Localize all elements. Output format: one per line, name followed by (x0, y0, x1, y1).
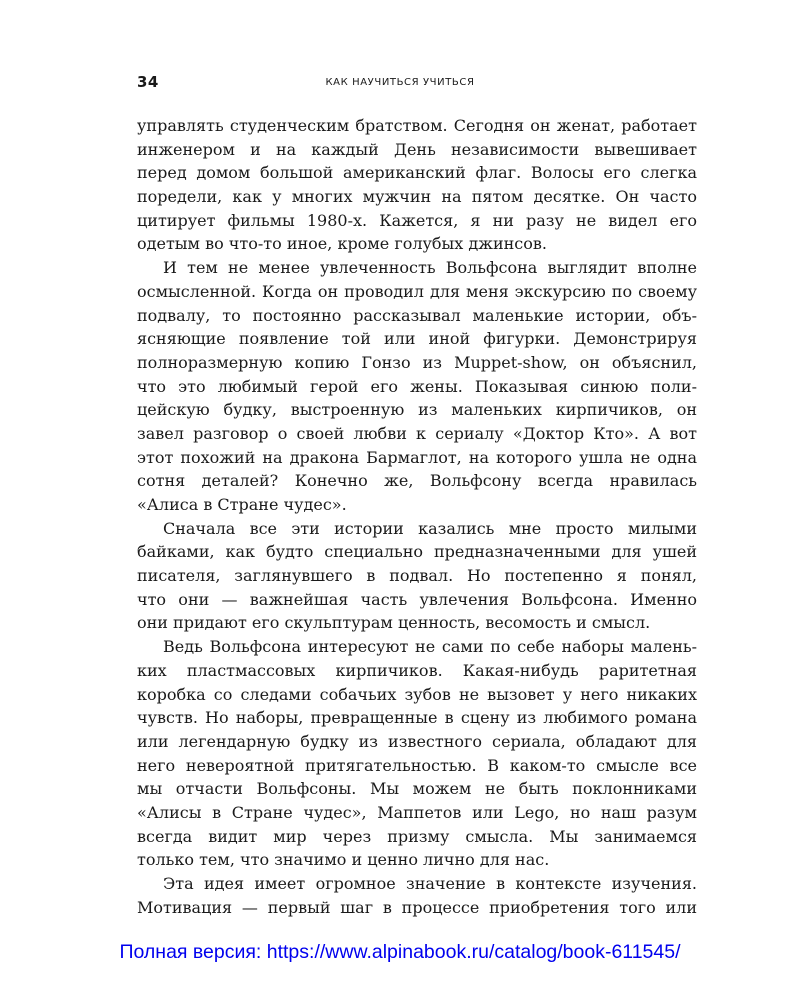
text-line: что это любимый герой его жены. Показывая синюю поли- (137, 376, 697, 396)
text-line: цейскую будку, выстроенную из маленьких кирпичиков, он (137, 400, 697, 420)
text-line: инженером и на каждый День независимости вывешивает (137, 139, 697, 159)
text-line: сотня деталей? Конечно же, Вольфсону всегда нравилась (137, 471, 697, 491)
text-line: этот похожий на дракона Бармаглот, на которого ушла не одна (137, 447, 697, 467)
text-line: цитирует фильмы 1980-х. Кажется, я ни разу не видел его (137, 210, 697, 230)
text-line: Ведь Вольфсона интересуют не сами по себе наборы малень- (163, 637, 697, 657)
text-line: байками, как будто специально предназначенными для ушей (137, 542, 697, 562)
text-line: ких пластмассовых кирпичиков. Какая-нибудь раритетная (137, 660, 697, 680)
text-line: всегда видит мир через призму смысла. Мы занимаемся (137, 826, 697, 846)
text-line: одетым во что-то иное, кроме голубых джинсов. (137, 234, 547, 254)
text-line: «Алисы в Стране чудес», Маппетов или Lego, но наш разум (137, 802, 697, 822)
text-line: или легендарную будку из известного сериала, обладают для (137, 731, 697, 751)
body-text (137, 114, 697, 919)
page-number: 34 (137, 73, 159, 91)
text-line: завел разговор о своей любви к сериалу «Доктор Кто». А вот (137, 423, 697, 443)
text-line: управлять студенческим братством. Сегодня он женат, работает (137, 116, 697, 135)
full-version-link[interactable]: Полная версия: https://www.alpinabook.ru/catalog/book-611545/ (119, 941, 681, 963)
text-line: Мотивация — первый шаг в процессе приобретения того или (137, 897, 697, 917)
text-line: Сначала все эти истории казались мне просто милыми (163, 518, 697, 538)
text-line: поредели, как у многих мужчин на пятом десятке. Он часто (137, 187, 697, 207)
text-line: писателя, заглянувшего в подвал. Но постепенно я понял, (137, 566, 697, 586)
text-line: него невероятной притягательностью. В каком-то смысле все (137, 755, 697, 775)
text-line: полноразмерную копию Гонзо из Muppet-show, он объяснил, (137, 352, 697, 372)
text-line: перед домом большой американский флаг. Волосы его слегка (137, 163, 697, 183)
text-line: подвалу, то постоянно рассказывал маленькие истории, объ- (137, 305, 697, 325)
text-line: только тем, что значимо и ценно лично для нас. (137, 850, 550, 870)
text-line: коробка со следами собачьих зубов не вызовет у него никаких (137, 684, 697, 704)
running-header: КАК НАУЧИТЬСЯ УЧИТЬСЯ (325, 77, 475, 88)
text-line: ясняющие появление той или иной фигурки. Демонстрируя (137, 329, 697, 349)
text-line: «Алиса в Стране чудес». (137, 495, 347, 514)
text-line: Эта идея имеет огромное значение в контексте изучения. (163, 874, 697, 893)
text-line: чувств. Но наборы, превращенные в сцену из любимого романа (137, 708, 697, 728)
text-line: мы отчасти Вольфсоны. Мы можем не быть поклонниками (137, 779, 697, 799)
text-line: что они — важнейшая часть увлечения Вольфсона. Именно (137, 589, 697, 609)
text-line: И тем не менее увлеченность Вольфсона выглядит вполне (163, 258, 697, 278)
text-line: они придают его скульптурам ценность, весомость и смысл. (137, 613, 651, 633)
text-line: осмысленной. Когда он проводил для меня экскурсию по своему (137, 281, 697, 301)
